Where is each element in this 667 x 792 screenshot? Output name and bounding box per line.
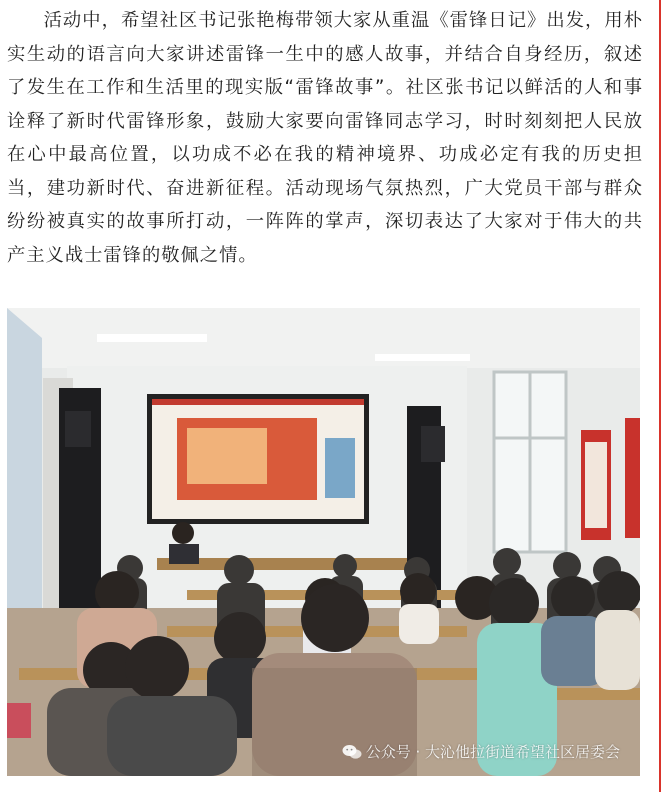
watermark-text: 公众号 · 大沁他拉街道希望社区居委会 — [365, 743, 620, 761]
wechat-icon — [342, 744, 362, 760]
event-photo — [7, 308, 640, 776]
article-paragraph: 活动中，希望社区书记张艳梅带领大家从重温《雷锋日记》出发，用朴实生动的语言向大家讲述雷锋一生中的感人故事，并结合自身经历，叙述了发生在工作和生活里的现实版“雷锋故事”。社区张书记以鲜活的人和事诠释了新时代雷锋形象，鼓励大家要向雷锋同志学习，时时刻刻把人民放在心中最高位置，以功成不必在我的精神境界、功成必定有我的历史担当，建功新时代、奋进新征程。活动现场气氛热烈，广大党员干部与群众纷纷被真实的故事所打动，一阵阵的掌声，深切表达了大家对于伟大的共产主义战士雷锋的敬佩之情。 — [7, 10, 643, 266]
page-edge-rule — [659, 0, 661, 792]
photo-watermark — [342, 741, 620, 762]
meeting-room-scene — [7, 308, 640, 776]
